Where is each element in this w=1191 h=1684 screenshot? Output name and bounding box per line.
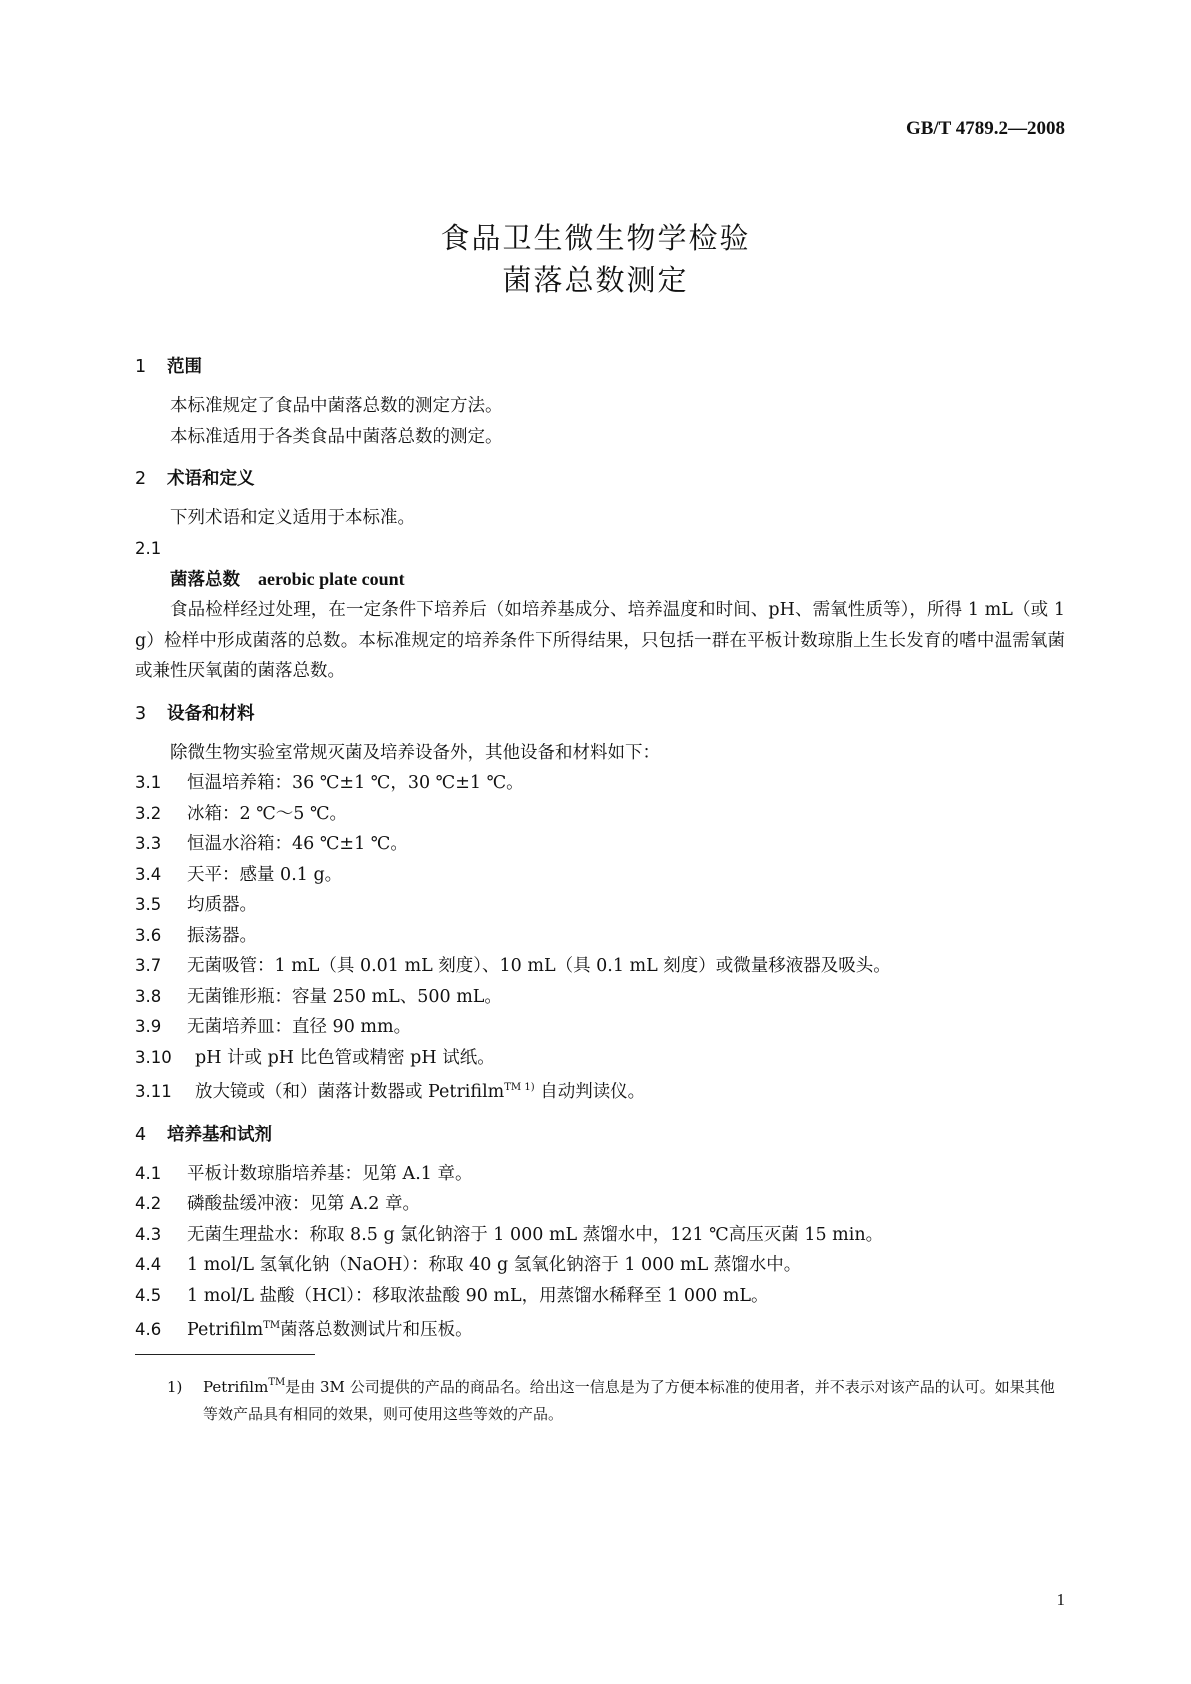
section-title: 设备和材料 [167,703,255,724]
item-number: 3.1 [135,773,162,792]
list-item [135,1189,1065,1220]
item-text: Petrifilm [187,1320,264,1340]
item-text: 恒温水浴箱：46 ℃±1 ℃。 [187,834,408,854]
item-number: 3.6 [135,925,162,945]
list-item [135,1012,1065,1043]
section-title: 范围 [167,357,202,377]
footnote-reference: TM 1) [504,1082,535,1093]
item-text: 无菌培养皿：直径 90 mm。 [187,1017,412,1037]
footnote-text: Petrifilm [203,1377,269,1396]
trademark-mark: TM [263,1320,281,1331]
section-number: 4 [135,1124,147,1145]
paragraph: 本标准适用于各类食品中菌落总数的测定。 [170,426,503,447]
item-text: 振荡器。 [187,925,257,946]
item-text: 自动判读仪。 [534,1082,646,1102]
footnote-text: 是由 3M 公司提供的产品的商品名。给出这一信息是为了方便本标准的使用者，并不表示对该产品的认可。如果其他等效产品具有相同的效果，则可使用这些等效的产品。 [203,1377,1055,1423]
term-chinese: 菌落总数 [170,569,240,590]
term-definition: 食品检样经过处理，在一定条件下培养后（如培养基成分、培养温度和时间、pH、需氧性质等），所得 1 mL（或 1 g）检样中形成菌落的总数。本标准规定的培养条件下所得结果，只包括一群在平板计数琼脂上生长发育的嗜中温需氧菌或兼性厌氧菌的菌落总数。 [135,600,1065,681]
item-text: 放大镜或（和）菌落计数器或 Petrifilm [195,1082,505,1102]
list-item [135,829,1065,860]
list-item [135,799,1065,830]
section-heading-media-reagents [135,1120,1065,1150]
item-text: pH 计或 pH 比色管或精密 pH 试纸。 [195,1047,495,1068]
item-text: 均质器。 [187,895,257,915]
section-title: 培养基和试剂 [167,1124,272,1145]
item-text: 冰箱：2 ℃～5 ℃。 [187,803,348,824]
item-number: 3.11 [135,1082,172,1101]
item-number: 3.2 [135,803,162,823]
standard-code: GB/T 4789.2—2008 [905,118,1065,139]
list-item [135,982,1065,1013]
item-number: 4.3 [135,1224,162,1244]
item-text: 恒温培养箱：36 ℃±1 ℃，30 ℃±1 ℃。 [187,773,524,793]
list-item [135,1043,1065,1074]
footnote-mark: 1) [167,1377,183,1396]
list-item [135,768,1065,799]
item-number: 3.8 [135,986,162,1006]
item-text: 无菌锥形瓶：容量 250 mL、500 mL。 [187,986,502,1007]
list-item [135,1311,1065,1346]
section-number: 3 [135,703,147,724]
trademark-mark: TM [268,1376,286,1388]
item-number: 4.1 [135,1163,162,1183]
section-heading-scope [135,352,1065,382]
paragraph: 下列术语和定义适用于本标准。 [170,508,415,528]
paragraph: 本标准规定了食品中菌落总数的测定方法。 [170,396,503,416]
section-number: 2 [135,469,147,489]
section-heading-equipment [135,699,1065,729]
item-number: 3.7 [135,956,162,975]
item-number: 3.9 [135,1017,162,1036]
list-item [135,921,1065,952]
item-number: 4.4 [135,1255,162,1274]
item-text: 天平：感量 0.1 g。 [187,864,343,885]
item-text: 平板计数琼脂培养基：见第 A.1 章。 [187,1163,473,1184]
item-text: 1 mol/L 盐酸（HCl）：移取浓盐酸 90 mL，用蒸馏水稀释至 1 000 mL。 [187,1285,769,1306]
list-item [135,860,1065,891]
section-number: 1 [135,357,147,377]
item-text: 无菌吸管：1 mL（具 0.01 mL 刻度）、10 mL（具 0.1 mL 刻度）或微量移液器及吸头。 [187,956,891,976]
item-text: 磷酸盐缓冲液：见第 A.2 章。 [187,1194,420,1214]
page-number: 1 [1056,1590,1065,1609]
item-number: 3.3 [135,834,162,853]
item-number: 4.5 [135,1285,162,1305]
footnote-divider [135,1354,315,1355]
item-text: 无菌生理盐水：称取 8.5 g 氯化钠溶于 1 000 mL 蒸馏水中，121 ℃高压灭菌 15 min。 [187,1224,884,1245]
item-number: 3.4 [135,864,162,884]
item-number: 4.2 [135,1194,162,1213]
term-english: aerobic plate count [258,568,405,589]
clause-number: 2.1 [135,538,162,558]
item-number: 3.5 [135,895,162,914]
list-item [135,1159,1065,1190]
list-item [135,1281,1065,1312]
document-subtitle: 菌落总数测定 [502,263,689,297]
item-number: 3.10 [135,1047,172,1067]
item-text: 1 mol/L 氢氧化钠（NaOH）：称取 40 g 氢氧化钠溶于 1 000 mL 蒸馏水中。 [187,1255,802,1275]
footnote [135,1369,1065,1428]
item-number: 4.6 [135,1320,162,1339]
list-item [135,890,1065,921]
paragraph: 除微生物实验室常规灭菌及培养设备外，其他设备和材料如下： [170,742,660,763]
section-heading-terms [135,464,1065,494]
list-item [135,1220,1065,1251]
document-title: 食品卫生微生物学检验 [440,221,751,255]
document-body [135,352,1065,1428]
list-item [135,1073,1065,1108]
list-item [135,1250,1065,1281]
list-item [135,951,1065,982]
term-entry [135,564,1065,596]
section-title: 术语和定义 [167,469,255,489]
item-text: 菌落总数测试片和压板。 [280,1320,473,1340]
